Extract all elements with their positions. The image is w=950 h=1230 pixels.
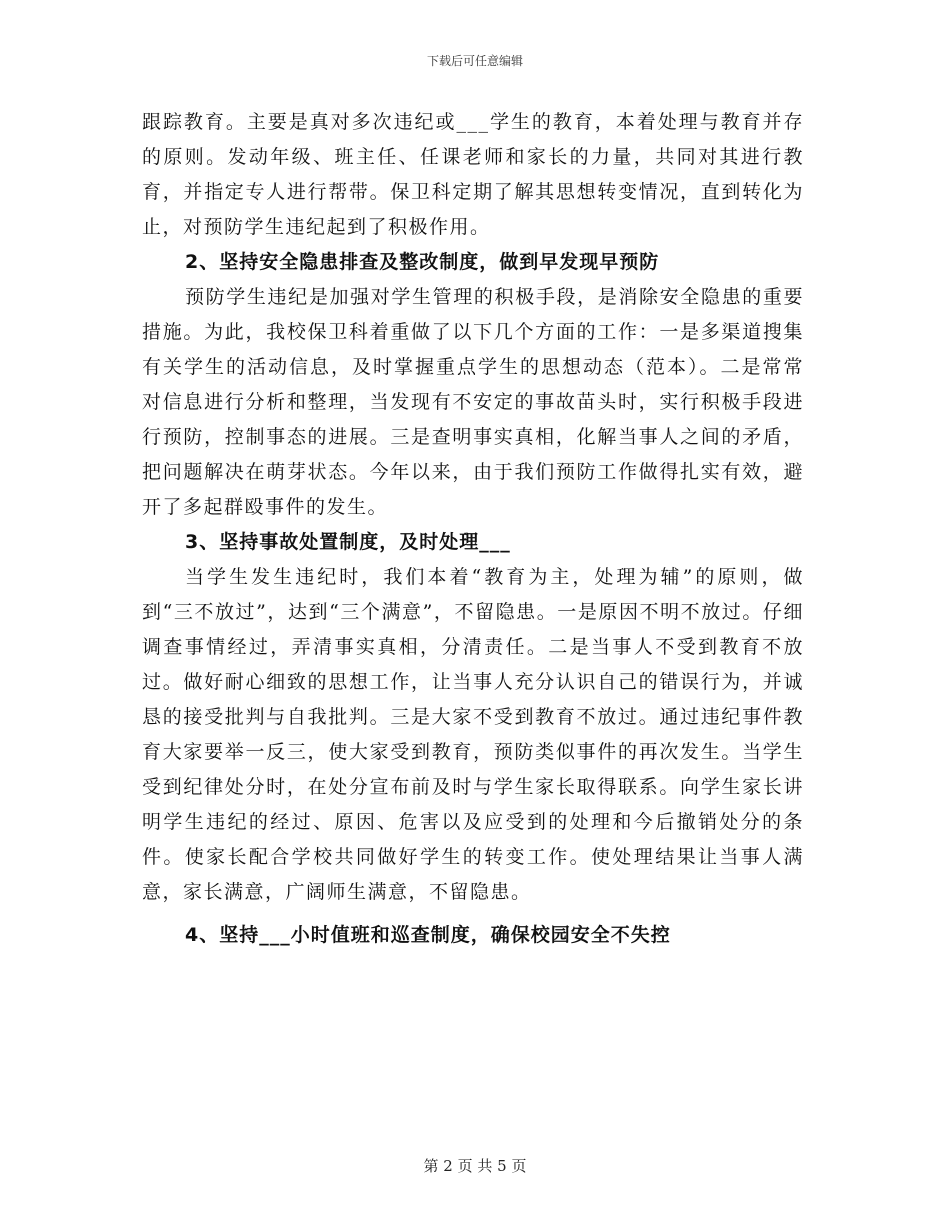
page-header — [0, 53, 950, 69]
section-heading-2: 2、坚持安全隐患排查及整改制度，做到早发现早预防 — [185, 251, 660, 273]
document-body — [142, 105, 804, 953]
page-footer — [0, 1156, 950, 1176]
header-text: 下载后可任意编辑 — [426, 54, 523, 68]
page-number: 第 2 页 共 5 页 — [423, 1157, 527, 1175]
section-heading-3: 3、坚持事故处置制度，及时处理___ — [185, 531, 511, 553]
paragraph-prevention: 预防学生违纪是加强对学生管理的积极手段，是消除安全隐患的重要措施。为此，我校保卫科着重做了以下几个方面的工作：一是多渠道搜集有关学生的活动信息，及时掌握重点学生的思想动态（范本）。二是常常对信息进行分析和整理，当发现有不安定的事故苗头时，实行积极手段进行预防，控制事态的进展。三是查明事实真相，化解当事人之间的矛盾，把问题解决在萌芽状态。今年以来，由于我们预防工作做得扎实有效，避开了多起群殴事件的发生。 — [142, 286, 804, 518]
paragraph-tracking-education: 跟踪教育。主要是真对多次违纪或___学生的教育，本着处理与教育并存的原则。发动年级、班主任、任课老师和家长的力量，共同对其进行教育，并指定专人进行帮带。保卫科定期了解其思想转变情况，直到转化为止，对预防学生违纪起到了积极作用。 — [142, 111, 804, 238]
paragraph-incident-handling: 当学生发生违纪时，我们本着“教育为主，处理为辅”的原则，做到“三不放过”，达到“三个满意”，不留隐患。一是原因不明不放过。仔细调查事情经过，弄清事实真相，分清责任。二是当事人不受到教育不放过。做好耐心细致的思想工作，让当事人充分认识自己的错误行为，并诚恳的接受批判与自我批判。三是大家不受到教育不放过。通过违纪事件教育大家要举一反三，使大家受到教育，预防类似事件的再次发生。当学生受到纪律处分时，在处分宣布前及时与学生家长取得联系。向学生家长讲明学生违纪的经过、原因、危害以及应受到的处理和今后撤销处分的条件。使家长配合学校共同做好学生的转变工作。使处理结果让当事人满意，家长满意，广阔师生满意，不留隐患。 — [142, 566, 804, 903]
section-heading-4: 4、坚持___小时值班和巡查制度，确保校园安全不失控 — [185, 924, 671, 946]
